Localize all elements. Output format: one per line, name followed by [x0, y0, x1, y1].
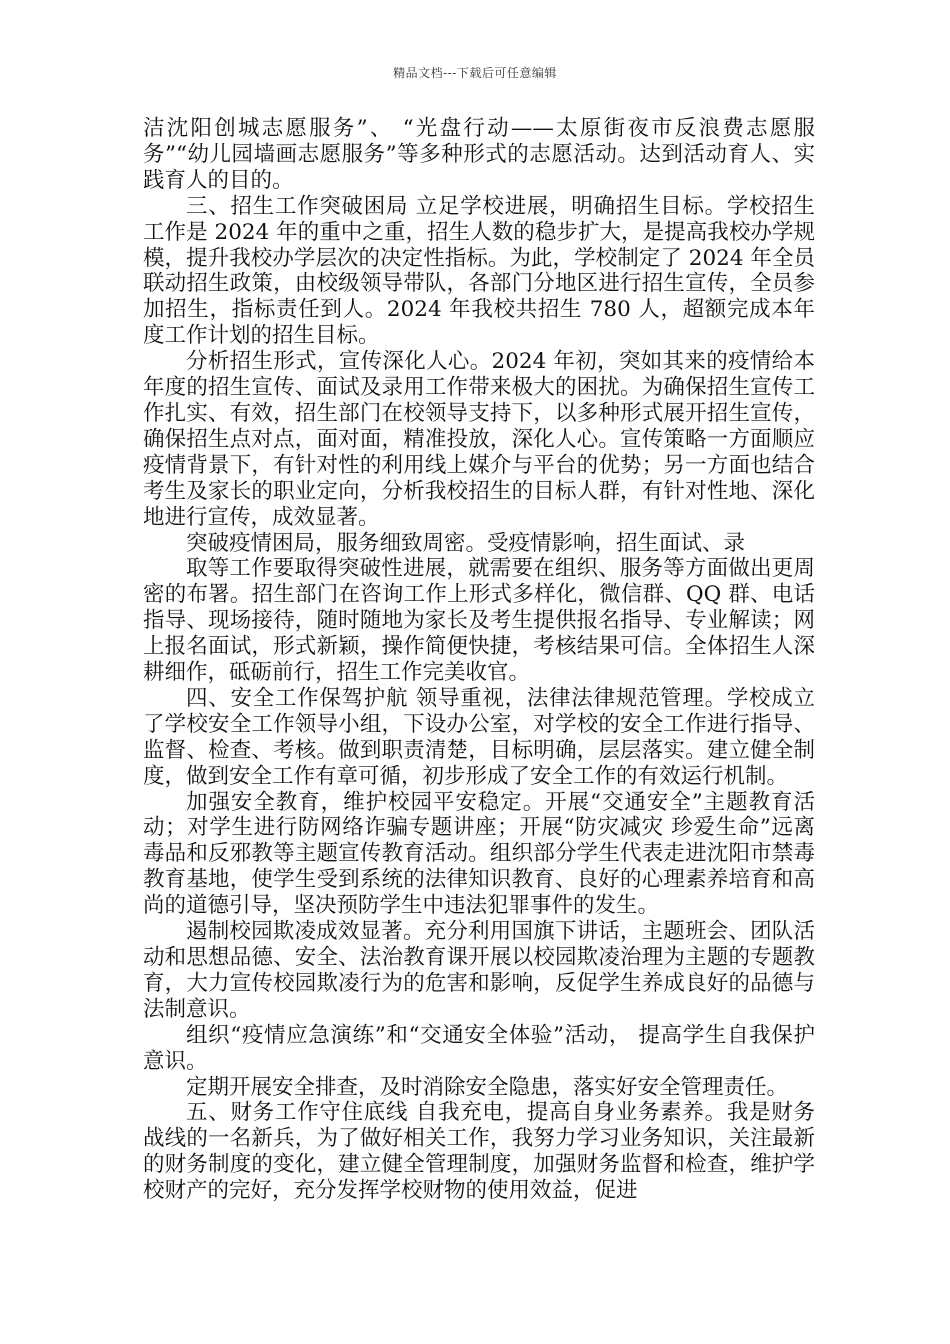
- paragraph-anti-bullying: 遏制校园欺凌成效显著。充分利用国旗下讲话，主题班会、团队活动和思想品德、安全、法治教育课开展以校园欺凌治理为主题的专题教育，大力宣传校园欺凌行为的危害和影响，反促学生养成良好的品德与法制意识。: [143, 919, 815, 1022]
- paragraph-enrollment-breakthrough: 三、招生工作突破困局 立足学校进展，明确招生目标。学校招生工作是 2024 年的重中之重，招生人数的稳步扩大，是提高我校办学规模，提升我校办学层次的决定性指标。为此，学校制定了 2024 年全员联动招生政策，由校级领导带队，各部门分地区进行招生宣传，全员参加招生，指标责任到人。2024 年我校共招生 780 人，超额完成本年度工作计划的招生目标。: [143, 193, 815, 349]
- paragraph-enrollment-analysis: 分析招生形式，宣传深化人心。2024 年初，突如其来的疫情给本年度的招生宣传、面试及录用工作带来极大的困扰。为确保招生宣传工作扎实、有效，招生部门在校领导支持下，以多种形式展开招生宣传，确保招生点对点，面对面，精准投放，深化人心。宣传策略一方面顺应疫情背景下，有针对性的利用线上媒介与平台的优势；另一方面也结合考生及家长的职业定向，分析我校招生的目标人群，有针对性地、深化地进行宣传，成效显著。: [143, 349, 815, 530]
- paragraph-safety-work: 四、安全工作保驾护航 领导重视，法律法律规范管理。学校成立了学校安全工作领导小组，下设办公室，对学校的安全工作进行指导、监督、检查、考核。做到职责清楚，目标明确，层层落实。建立健全制度，做到安全工作有章可循，初步形成了安全工作的有效运行机制。: [143, 685, 815, 789]
- page-header: 精品文档---下载后可任意编辑: [393, 66, 557, 80]
- paragraph-volunteer-activities: 洁沈阳创城志愿服务”、 “光盘行动——太原街夜市反浪费志愿服务”“幼儿园墙画志愿服务”等多种形式的志愿活动。达到活动育人、实践育人的目的。: [143, 116, 815, 193]
- paragraph-safety-inspection: 定期开展安全排查，及时消除安全隐患，落实好安全管理责任。: [186, 1074, 789, 1100]
- paragraph-finance-work: 五、财务工作守住底线 自我充电，提高自身业务素养。我是财务战线的一名新兵，为了做好相关工作，我努力学习业务知识，关注最新的财务制度的变化，建立健全管理制度，加强财务监督和检查，维护学校财产的完好，充分发挥学校财物的使用效益，促进: [143, 1100, 815, 1204]
- paragraph-safety-education: 加强安全教育，维护校园平安稳定。开展“交通安全”主题教育活动；对学生进行防网络诈骗专题讲座；开展“防灾减灾 珍爱生命”远离毒品和反邪教等主题宣传教育活动。组织部分学生代表走进沈阳市禁毒教育基地，使学生受到系统的法律知识教育、良好的心理素养培育和高尚的道德引导，坚决预防学生中违法犯罪事件的发生。: [143, 789, 815, 919]
- paragraph-epidemic-service-cont: 取等工作要取得突破性进展，就需要在组织、服务等方面做出更周密的布署。招生部门在咨询工作上形式多样化，微信群、QQ 群、电话指导、现场接待，随时随地为家长及考生提供报名指导、专业解读；网上报名面试，形式新颖，操作简便快捷，考核结果可信。全体招生人深耕细作，砥砺前行，招生工作完美收官。: [143, 556, 815, 686]
- paragraph-epidemic-service-start: 突破疫情困局，服务细致周密。受疫情影响，招生面试、录: [186, 530, 746, 556]
- document-body: [143, 116, 815, 1204]
- paragraph-drills: 组织“疫情应急演练”和“交通安全体验”活动， 提高学生自我保护意识。: [143, 1022, 815, 1074]
